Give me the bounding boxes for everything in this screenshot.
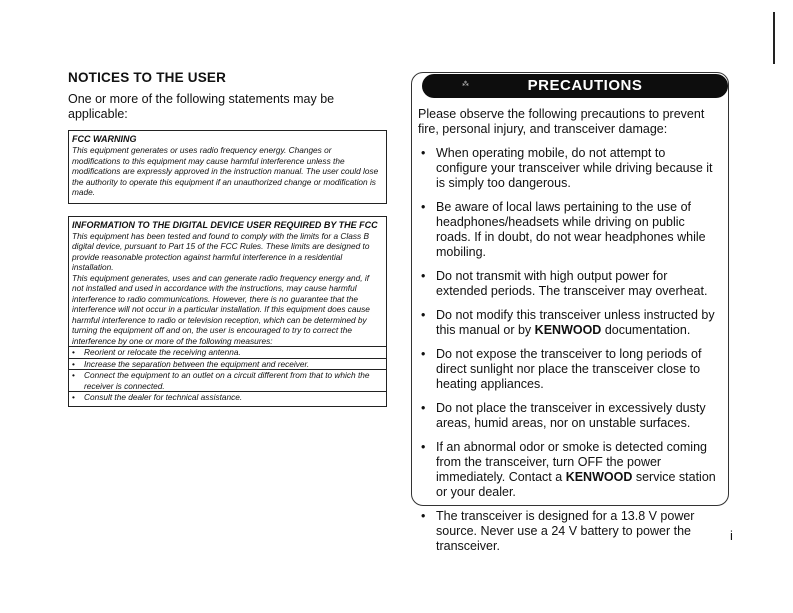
page-number: i [730, 528, 733, 543]
precaution-text-pre: If an abnormal odor or smoke is detected coming from the transceiver, turn OFF the power immediately. Contact a [436, 440, 707, 484]
list-item [69, 391, 386, 406]
precaution-text-post: documentation. [601, 323, 691, 337]
list-item [418, 200, 718, 260]
bullet-icon: • [72, 347, 75, 357]
precaution-text: When operating mobile, do not attempt to configure your transceiver while driving because it is simply too dangerous. [436, 146, 713, 190]
bullet-icon: • [421, 347, 426, 361]
bullet-icon: • [421, 308, 426, 322]
bullet-icon: • [421, 269, 426, 283]
fcc-warning-text: This equipment generates or uses radio frequency energy. Changes or modifications to this equipment may cause harmful interference unless the modifications are expressly approved in the instruction manual. The user could lose the authority to operate this equipment if an unauthorized change or modification is made. [72, 145, 379, 197]
precautions-title: PRECAUTIONS [527, 77, 643, 94]
precaution-text: Do not transmit with high output power for extended periods. The transceiver may overheat. [436, 269, 708, 298]
measure-text: Connect the equipment to an outlet on a circuit different from that to which the receiver is connected. [84, 370, 370, 391]
list-item [69, 346, 386, 358]
fcc-info-title: INFORMATION TO THE DIGITAL DEVICE USER REQUIRED BY THE FCC [72, 219, 378, 230]
brand-name: KENWOOD [534, 323, 602, 337]
precaution-text: Do not expose the transceiver to long periods of direct sunlight nor place the transceiver close to heating appliances. [436, 347, 702, 391]
bullet-icon: • [421, 509, 426, 523]
fcc-info-box [68, 216, 387, 407]
precaution-text [436, 308, 715, 337]
list-item [418, 146, 718, 191]
precautions-intro: Please observe the following precautions to prevent fire, personal injury, and transceiver damage: [418, 107, 705, 136]
notices-intro: One or more of the following statements may be applicable: [68, 92, 335, 121]
list-item [69, 369, 386, 391]
bullet-icon: • [72, 370, 75, 380]
list-item [418, 440, 718, 500]
brand-name: KENWOOD [565, 470, 633, 484]
bullet-icon: • [421, 440, 426, 454]
measure-text: Consult the dealer for technical assistance. [84, 392, 243, 402]
fcc-info-paragraph-1: This equipment has been tested and found to comply with the limits for a Class B digital device, pursuant to Part 15 of the FCC Rules. These limits are designed to provide reasonable protection against harmful interference in a residential installation. [72, 230, 370, 272]
bullet-icon: • [421, 200, 426, 214]
list-item [418, 269, 718, 299]
bullet-icon: • [421, 401, 426, 415]
list-item [418, 308, 718, 338]
fcc-warning-title: FCC WARNING [72, 134, 137, 144]
precaution-text-pre: Do not modify this transceiver unless instructed by this manual or by [436, 308, 715, 337]
bullet-icon: • [421, 146, 426, 160]
measure-text: Increase the separation between the equipment and receiver. [84, 358, 310, 369]
precaution-text: Do not place the transceiver in excessively dusty areas, humid areas, nor on unstable surfaces. [436, 401, 706, 430]
measure-text: Reorient or relocate the receiving antenna. [84, 347, 241, 357]
list-item [69, 358, 386, 370]
bullet-icon: • [72, 392, 75, 402]
precaution-text-post: service station or your dealer. [436, 470, 716, 499]
bullet-icon: • [72, 358, 75, 369]
precaution-text: The transceiver is designed for a 13.8 V power source. Never use a 24 V battery to power the transceiver. [436, 509, 695, 553]
fcc-measures-list [69, 346, 386, 406]
notices-title: NOTICES TO THE USER [68, 70, 227, 85]
precautions-body [418, 107, 718, 563]
fcc-warning-box [68, 130, 387, 204]
fcc-info-paragraph-2: This equipment generates, uses and can generate radio frequency energy and, if not installed and used in accordance with the instructions, may cause harmful interference to radio communications. However, there is no guarantee that the interference will not occur in a particular installation. If this equipment does cause harmful interference to radio or television reception, which can be determined by turning the equipment off and on, the user is encouraged to try to correct the interference by one or more of the following measures: [72, 272, 370, 346]
list-item [418, 509, 718, 554]
list-item [418, 347, 718, 392]
notices-column [68, 70, 388, 407]
precautions-list [418, 146, 718, 554]
precaution-text: Be aware of local laws pertaining to the use of headphones/headsets while driving on public roads. If in doubt, do not wear headphones while mobiling. [436, 200, 706, 259]
list-item [418, 401, 718, 431]
page-edge-line [773, 12, 775, 64]
decorative-mark-icon: ⁂ [462, 81, 469, 88]
precautions-header-bar [422, 74, 728, 98]
precaution-text [436, 440, 716, 499]
